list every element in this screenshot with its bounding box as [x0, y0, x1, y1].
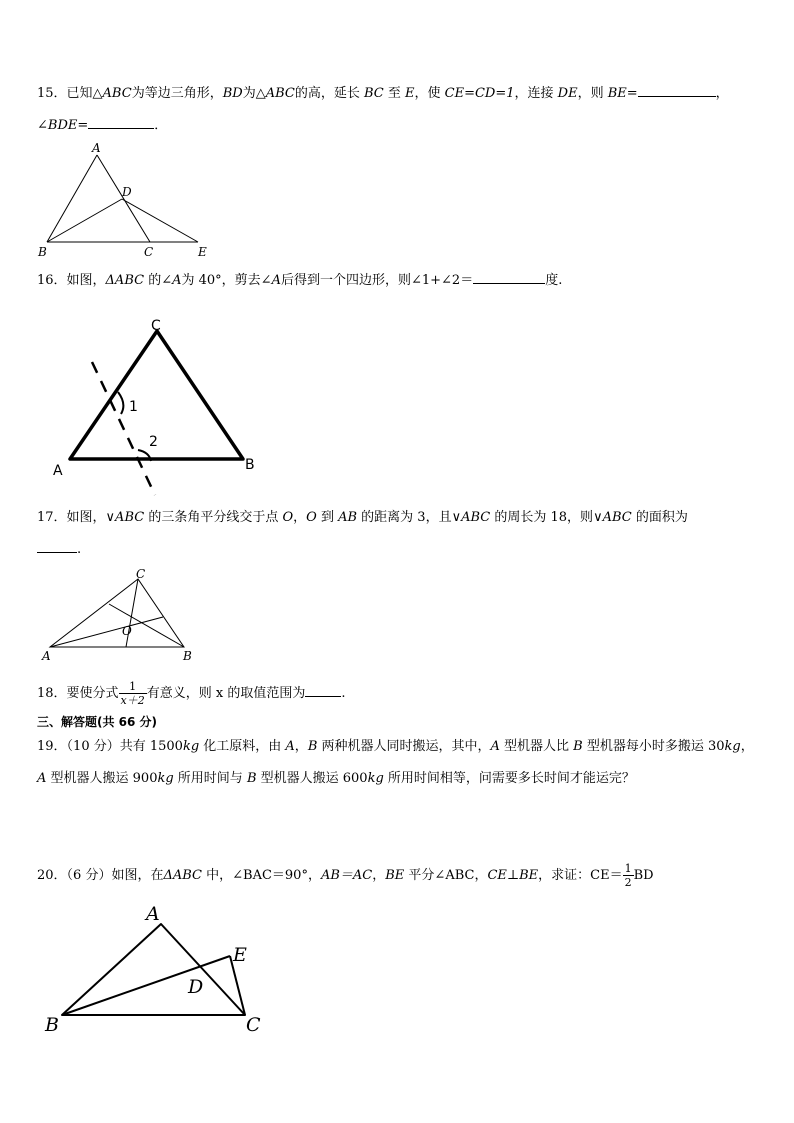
q17-text: 的三条角平分线交于点	[144, 510, 283, 525]
q20-text: 平分∠ABC，	[404, 868, 488, 883]
q20-fraction	[623, 862, 634, 889]
q19-unit: kg	[182, 739, 200, 754]
question-16	[37, 271, 562, 290]
q15-triangle: △ABC	[255, 86, 295, 101]
q19-type: B	[573, 739, 583, 754]
q18-text: .	[341, 686, 346, 701]
q17-triangle: ∨ABC	[593, 510, 632, 525]
label-c: C	[151, 318, 161, 334]
q20-text: ，	[372, 868, 386, 883]
q20-text: 20．（6 分）如图，在	[37, 868, 164, 883]
label-b: B	[45, 1014, 59, 1036]
q19-unit: kg	[157, 771, 174, 786]
question-18	[37, 680, 346, 707]
q16-text: 后得到一个四边形，则∠1+∠2＝	[280, 273, 474, 288]
q16-figure	[45, 312, 275, 497]
q19-text: ，	[294, 739, 308, 754]
q17-text: 17．如图，	[37, 510, 106, 525]
q19-text: 所用时间与	[173, 771, 247, 786]
q19-type: A	[490, 739, 500, 754]
label-a: A	[92, 141, 101, 155]
q15-text: 至	[383, 86, 405, 101]
triangle-abc	[50, 579, 184, 647]
q20-condition: AB＝AC	[320, 868, 373, 883]
q19-text: 化工原料，由	[199, 739, 286, 754]
q20-triangle: ΔABC	[163, 868, 202, 883]
q19-text: ，	[740, 739, 754, 754]
q19-type: B	[246, 771, 257, 786]
q20-segment: BE	[385, 868, 405, 883]
q20-figure	[40, 898, 280, 1043]
q20-condition: CE⊥BE	[487, 868, 539, 883]
segment-bd	[47, 199, 122, 242]
label-b: B	[183, 649, 192, 663]
q15-text: ，	[715, 86, 729, 101]
q17-figure	[38, 568, 198, 664]
q20-text: 中，∠BAC＝90°，	[201, 868, 321, 883]
q18-text: 有意义，则 x 的取值范围为	[146, 686, 306, 701]
fraction-numerator: 1	[624, 862, 632, 875]
label-b: B	[38, 245, 47, 259]
bisector-a	[50, 617, 163, 647]
q16-text: 16．如图，	[37, 273, 106, 288]
bisector-b	[109, 604, 184, 647]
q15-angle-label: ∠BDE=	[37, 118, 89, 133]
label-c: C	[246, 1014, 261, 1036]
q15-triangle: △ABC	[92, 86, 132, 101]
label-c: C	[144, 245, 154, 259]
angle-1-arc	[118, 392, 123, 414]
q15-text: ．	[154, 118, 168, 133]
q15-segment: BD	[222, 86, 243, 101]
q16-text: 为 40°，剪去∠	[181, 273, 272, 288]
q16-point: A	[172, 273, 182, 288]
q19-type: A	[37, 771, 47, 786]
segment-ab	[47, 155, 97, 242]
q19-text: 型机器人比	[499, 739, 574, 754]
q19-text: 所用时间相等，问需要多长时间才能运完？	[383, 771, 635, 786]
q18-text: 18．要使分式	[37, 686, 119, 701]
q19-type: B	[307, 739, 318, 754]
q19-text: 两种机器人同时搬运，其中，	[317, 739, 491, 754]
q16-text: 度.	[545, 273, 563, 288]
q17-text: 的面积为	[631, 510, 688, 525]
label-a: A	[42, 649, 51, 663]
question-17-line-2	[37, 540, 81, 559]
answer-blank[interactable]	[305, 684, 341, 697]
label-d: D	[122, 185, 132, 199]
section-heading: 三、解答题(共 66 分)	[37, 715, 158, 729]
answer-blank[interactable]	[37, 540, 77, 553]
label-a: A	[146, 903, 160, 925]
q20-text: BD	[633, 868, 654, 883]
q19-unit: kg	[724, 739, 741, 754]
q18-fraction	[119, 680, 147, 707]
q19-text: 型机器人搬运 600	[256, 771, 368, 786]
q16-text: 的∠	[144, 273, 173, 288]
question-19-line-1	[37, 738, 754, 756]
q15-text: 为	[242, 86, 256, 101]
q15-figure	[30, 138, 220, 263]
q15-text: 为等边三角形，	[131, 86, 223, 101]
triangle-abc	[62, 924, 245, 1015]
q15-segment: DE	[557, 86, 578, 101]
q16-point: A	[271, 273, 281, 288]
q17-point: O	[282, 510, 294, 525]
question-17-line-1	[37, 509, 688, 527]
q16-triangle: ΔABC	[105, 273, 145, 288]
question-20	[37, 862, 654, 890]
segment-de	[122, 199, 198, 242]
q15-text: ，连接	[514, 86, 558, 101]
q17-point: O	[306, 510, 317, 525]
fraction-numerator: 1	[119, 680, 147, 694]
label-e: E	[233, 944, 247, 966]
label-angle-1: 1	[129, 399, 138, 415]
fraction-denominator: 2	[624, 876, 632, 889]
q17-segment: AB	[338, 510, 358, 525]
q15-text: ，则	[577, 86, 608, 101]
q17-text: 的距离为 3，且	[357, 510, 452, 525]
q19-type: A	[285, 739, 295, 754]
q17-text: 的周长为 18，则	[490, 510, 594, 525]
q15-text: 的高，延长	[294, 86, 364, 101]
q19-text: 型机器每小时多搬运 30	[582, 739, 725, 754]
question-15-line-1	[37, 84, 729, 103]
label-angle-2: 2	[149, 434, 158, 450]
q17-text: .	[77, 542, 82, 557]
question-19-line-2	[37, 770, 635, 788]
q15-be-label: BE=	[607, 86, 638, 101]
answer-blank[interactable]	[638, 84, 716, 97]
q19-text: 19．（10 分）共有 1500	[37, 739, 183, 754]
label-b: B	[245, 457, 255, 473]
label-c: C	[136, 567, 146, 581]
question-15-line-2	[37, 116, 167, 135]
q15-text: 15．已知	[37, 86, 93, 101]
q17-triangle: ∨ABC	[451, 510, 491, 525]
answer-blank[interactable]	[473, 271, 545, 284]
q17-text: ，	[293, 510, 307, 525]
q19-text: 型机器人搬运 900	[46, 771, 158, 786]
fraction-denominator: x＋2	[120, 694, 145, 707]
q17-text: 到	[316, 510, 339, 525]
label-o: O	[122, 624, 132, 638]
q15-segment: BC	[363, 86, 384, 101]
label-e: E	[198, 245, 207, 259]
label-d: D	[188, 976, 204, 998]
q15-condition: CE=CD=1	[444, 86, 515, 101]
segment-be	[62, 956, 230, 1015]
label-a: A	[53, 463, 63, 479]
q20-text: ，求证：CE＝	[538, 868, 623, 883]
q17-triangle: ∨ABC	[105, 510, 145, 525]
q19-unit: kg	[367, 771, 384, 786]
answer-blank[interactable]	[88, 116, 154, 129]
q15-text: ，使	[414, 86, 445, 101]
q15-point: E	[405, 86, 415, 101]
